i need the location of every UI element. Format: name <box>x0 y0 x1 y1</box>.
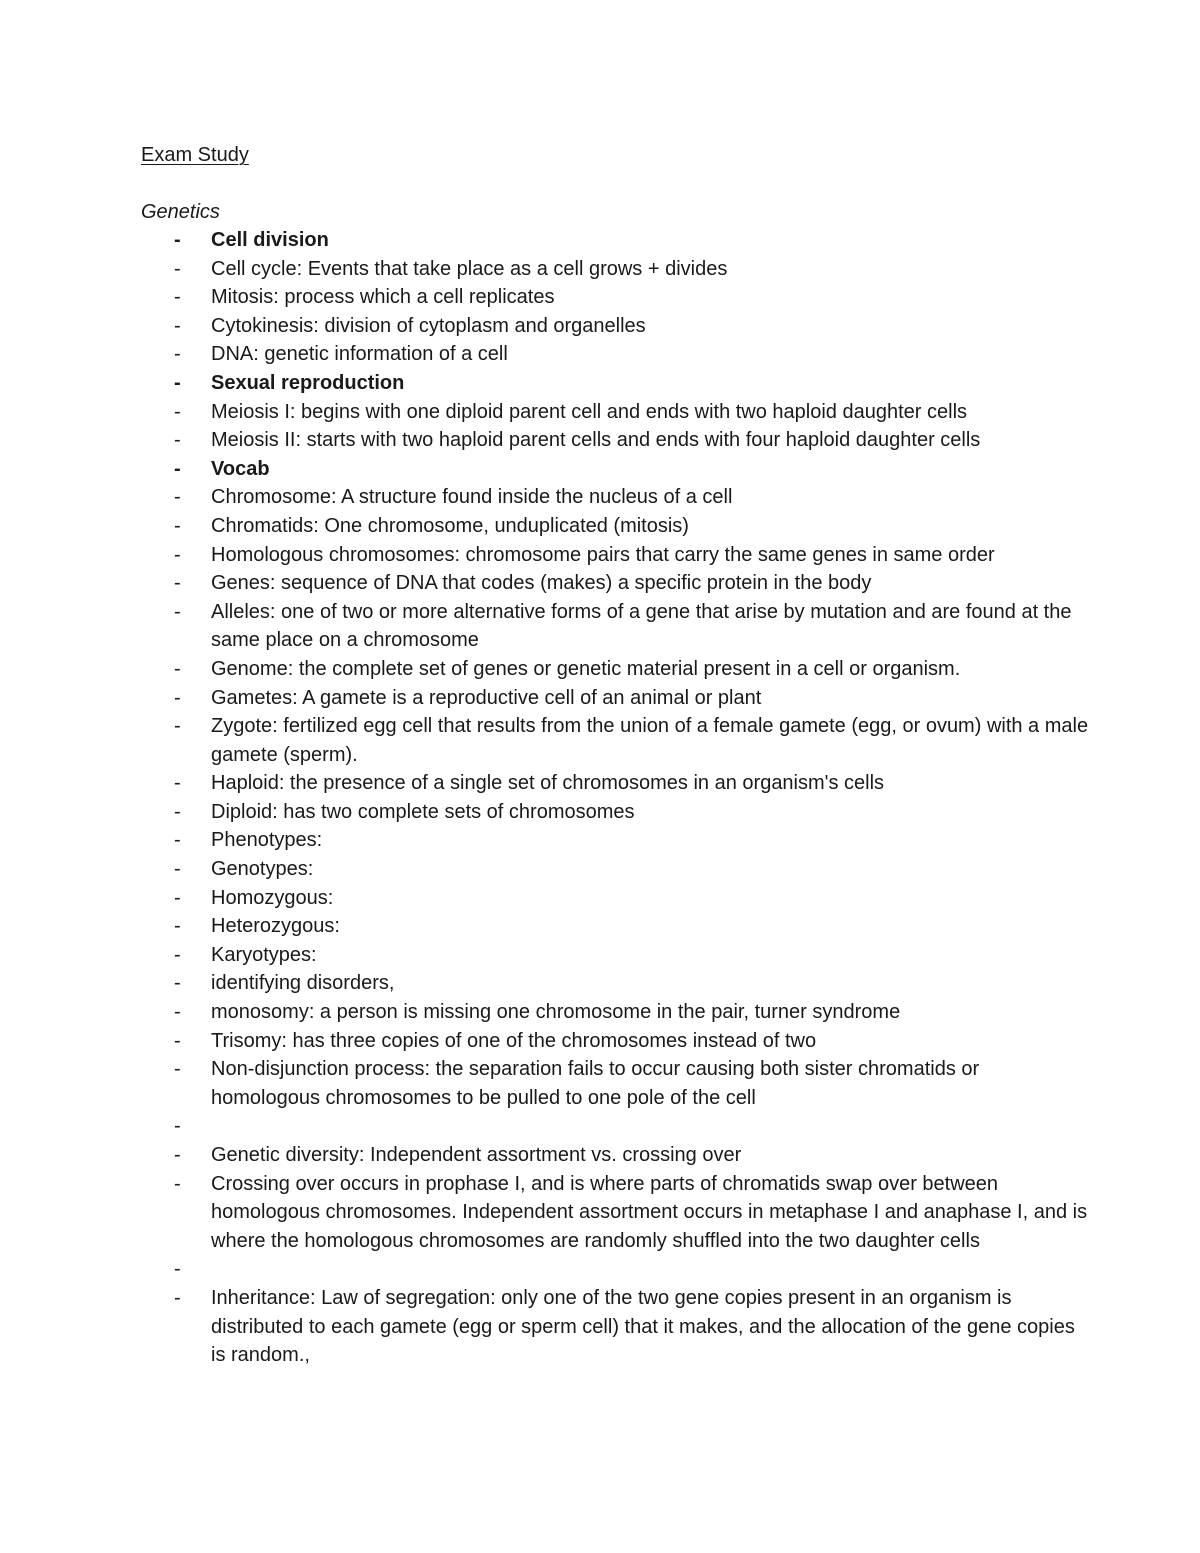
bullet-dash: - <box>174 1058 181 1081</box>
list-item-text: Karyotypes: <box>211 943 317 966</box>
list-item-text: identifying disorders, <box>211 972 395 995</box>
list-heading <box>0 455 1091 484</box>
list-item <box>0 255 1091 284</box>
bullet-dash: - <box>174 915 181 938</box>
bullet-dash: - <box>174 715 181 738</box>
list-item-text: Non-disjunction process: the separation fails to occur causing both sister chromatids or homologous chromosomes to be pulled to one pole of the cell <box>211 1058 980 1109</box>
list-item <box>0 1170 1091 1256</box>
list-heading <box>0 369 1091 398</box>
bullet-dash: - <box>174 1286 181 1309</box>
list-item-text: Vocab <box>211 457 270 480</box>
bullet-dash: - <box>174 257 181 280</box>
bullet-dash: - <box>174 886 181 909</box>
list-item-text: DNA: genetic information of a cell <box>211 343 508 366</box>
list-item-text: Heterozygous: <box>211 915 340 938</box>
list-item-text: Genetic diversity: Independent assortment vs. crossing over <box>211 1144 742 1166</box>
list-item-text: Cell cycle: Events that take place as a cell grows + divides <box>211 257 728 280</box>
bullet-dash: - <box>174 1029 181 1052</box>
document-title: Exam Study <box>141 144 249 166</box>
list-item <box>0 855 1091 884</box>
bullet-dash: - <box>174 1144 181 1166</box>
list-item-text: Genes: sequence of DNA that codes (makes) a specific protein in the body <box>211 572 872 595</box>
list-item <box>0 541 1091 570</box>
list-item-text: Meiosis II: starts with two haploid parent cells and ends with four haploid daughter cells <box>211 429 981 452</box>
list-item-text: Cytokinesis: division of cytoplasm and organelles <box>211 314 646 337</box>
bullet-dash: - <box>174 772 181 795</box>
bullet-dash: - <box>174 572 181 595</box>
bullet-dash: - <box>174 943 181 966</box>
bullet-dash: - <box>174 1115 181 1138</box>
list-heading <box>0 226 1091 255</box>
bullet-dash: - <box>174 1001 181 1024</box>
list-item <box>0 398 1091 427</box>
bullet-dash: - <box>174 972 181 995</box>
bullet-dash: - <box>174 229 181 251</box>
list-item <box>0 798 1091 827</box>
list-item-text: Gametes: A gamete is a reproductive cell of an animal or plant <box>211 686 762 709</box>
list-item <box>0 283 1091 312</box>
list-item-text: monosomy: a person is missing one chromosome in the pair, turner syndrome <box>211 1001 901 1024</box>
list-item-text: Haploid: the presence of a single set of chromosomes in an organism's cells <box>211 772 885 795</box>
bullet-dash: - <box>174 800 181 823</box>
bullet-dash: - <box>174 829 181 852</box>
list-item-text: Alleles: one of two or more alternative forms of a gene that arise by mutation and are found at the same place on a chromosome <box>211 600 1072 652</box>
list-item <box>0 712 1091 769</box>
list-item-text: Mitosis: process which a cell replicates <box>211 286 555 309</box>
list-item-text: Zygote: fertilized egg cell that results from the union of a female gamete (egg, or ovum) with a male gamete (sperm). <box>211 715 1089 766</box>
list-item <box>0 1055 1091 1112</box>
list-item <box>0 483 1091 512</box>
list-item-text: Cell division <box>211 229 329 251</box>
list-item <box>0 426 1091 455</box>
list-item-text: Sexual reproduction <box>211 371 405 394</box>
bullet-dash: - <box>174 1258 181 1281</box>
bullet-dash: - <box>174 343 181 366</box>
bullet-dash: - <box>174 657 181 680</box>
bullet-dash: - <box>174 486 181 509</box>
bullet-list <box>0 226 1200 1370</box>
bullet-dash: - <box>174 457 181 480</box>
list-item <box>0 512 1091 541</box>
list-item <box>0 569 1091 598</box>
list-item <box>0 1141 1091 1170</box>
list-item-text: Crossing over occurs in prophase I, and is where parts of chromatids swap over between homologous chromosomes. Independent assortment occurs in metaphase I and anaphase I, and is where the homologous chromosomes are randomly shuffled into the two daughter cells <box>211 1172 1088 1252</box>
list-item-text: Inheritance: Law of segregation: only one of the two gene copies present in an organism is distributed to each gamete (egg or sperm cell) that it makes, and the allocation of the gene copies is random., <box>211 1286 1075 1367</box>
bullet-dash: - <box>174 858 181 881</box>
list-item <box>0 998 1091 1027</box>
list-item <box>0 340 1091 369</box>
bullet-dash: - <box>174 543 181 566</box>
bullet-dash: - <box>174 314 181 337</box>
list-item-text: Genome: the complete set of genes or genetic material present in a cell or organism. <box>211 657 961 680</box>
bullet-dash: - <box>174 600 181 623</box>
list-item <box>0 912 1091 941</box>
bullet-dash: - <box>174 686 181 709</box>
bullet-dash: - <box>174 371 181 394</box>
list-item <box>0 769 1091 798</box>
list-item <box>0 598 1091 655</box>
list-item <box>0 684 1091 713</box>
list-item <box>0 826 1091 855</box>
list-item-text: Homozygous: <box>211 886 334 909</box>
bullet-dash: - <box>174 400 181 423</box>
list-item-text: Chromatids: One chromosome, unduplicated (mitosis) <box>211 514 689 537</box>
list-item-text: Diploid: has two complete sets of chromosomes <box>211 800 635 823</box>
list-item-text: Homologous chromosomes: chromosome pairs that carry the same genes in same order <box>211 543 995 566</box>
bullet-dash: - <box>174 1172 181 1195</box>
section-title-genetics: Genetics <box>141 201 220 223</box>
list-item <box>0 312 1091 341</box>
list-item-text: Genotypes: <box>211 858 314 881</box>
bullet-dash: - <box>174 286 181 309</box>
list-item <box>0 969 1091 998</box>
list-item-text: Trisomy: has three copies of one of the chromosomes instead of two <box>211 1029 817 1052</box>
list-item-text: Phenotypes: <box>211 829 323 852</box>
list-item-text: Chromosome: A structure found inside the nucleus of a cell <box>211 486 733 509</box>
list-item <box>0 941 1091 970</box>
bullet-dash: - <box>174 514 181 537</box>
list-item <box>0 1284 1091 1370</box>
list-item-text: Meiosis I: begins with one diploid parent cell and ends with two haploid daughter cells <box>211 400 968 423</box>
list-item <box>0 1027 1091 1056</box>
bullet-dash: - <box>174 429 181 452</box>
list-item <box>0 1112 1091 1141</box>
list-item <box>0 655 1091 684</box>
list-item <box>0 1255 1091 1284</box>
list-item <box>0 884 1091 913</box>
